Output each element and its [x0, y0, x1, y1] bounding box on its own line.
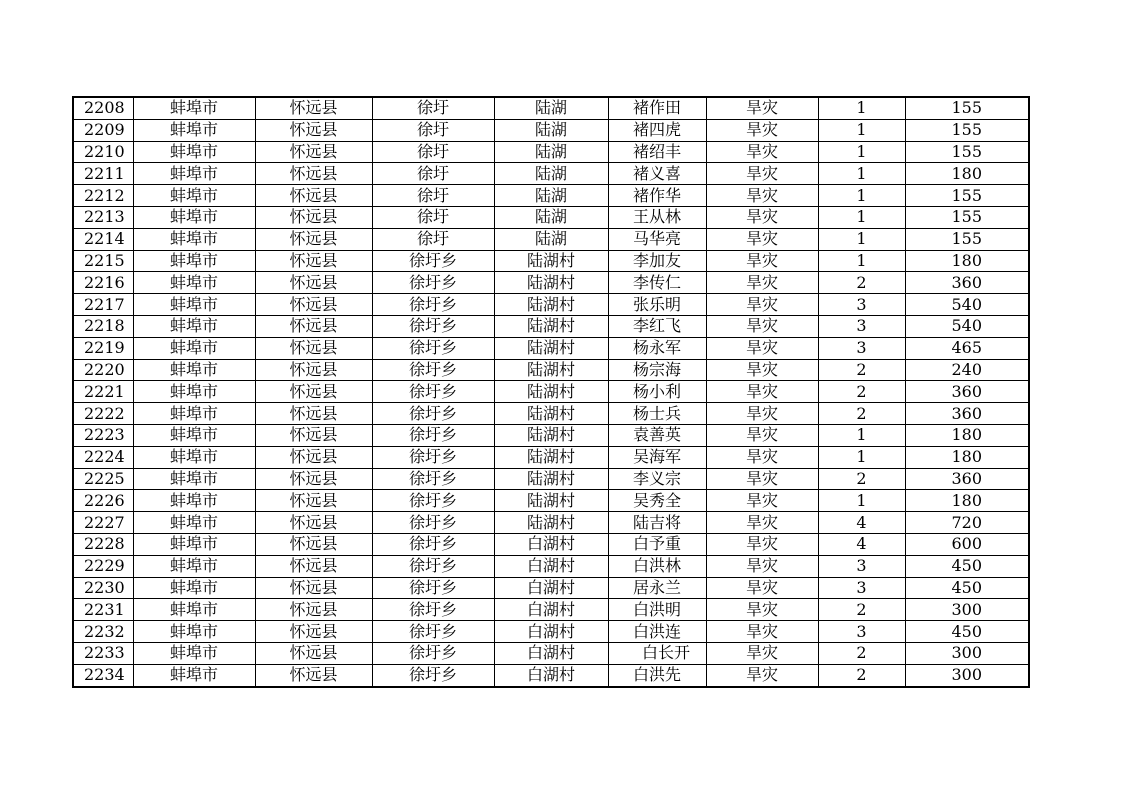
row-number-cell: 2228 [73, 533, 133, 555]
name-cell: 吴海军 [608, 446, 706, 468]
township-cell: 徐圩乡 [372, 577, 494, 599]
village-cell: 白湖村 [494, 621, 608, 643]
name-cell: 白予重 [608, 533, 706, 555]
disaster-type-cell: 旱灾 [706, 206, 818, 228]
table-row [73, 337, 1029, 359]
table-row [73, 642, 1029, 664]
people-count-cell: 2 [818, 272, 905, 294]
row-number-cell: 2221 [73, 381, 133, 403]
county-cell: 怀远县 [255, 315, 372, 337]
amount-cell: 155 [905, 228, 1029, 250]
table-row [73, 272, 1029, 294]
city-cell: 蚌埠市 [133, 424, 255, 446]
city-cell: 蚌埠市 [133, 228, 255, 250]
disaster-type-cell: 旱灾 [706, 381, 818, 403]
row-number-cell: 2217 [73, 294, 133, 316]
county-cell: 怀远县 [255, 119, 372, 141]
village-cell: 陆湖村 [494, 359, 608, 381]
county-cell: 怀远县 [255, 490, 372, 512]
disaster-type-cell: 旱灾 [706, 642, 818, 664]
name-cell: 褚四虎 [608, 119, 706, 141]
amount-cell: 450 [905, 577, 1029, 599]
amount-cell: 155 [905, 206, 1029, 228]
township-cell: 徐圩乡 [372, 446, 494, 468]
township-cell: 徐圩乡 [372, 490, 494, 512]
name-cell: 马华亮 [608, 228, 706, 250]
table-row [73, 163, 1029, 185]
village-cell: 陆湖 [494, 185, 608, 207]
city-cell: 蚌埠市 [133, 315, 255, 337]
people-count-cell: 1 [818, 490, 905, 512]
township-cell: 徐圩 [372, 228, 494, 250]
row-number-cell: 2229 [73, 555, 133, 577]
table-row [73, 468, 1029, 490]
village-cell: 陆湖村 [494, 250, 608, 272]
table-row [73, 664, 1029, 686]
row-number-cell: 2223 [73, 424, 133, 446]
city-cell: 蚌埠市 [133, 206, 255, 228]
disaster-type-cell: 旱灾 [706, 228, 818, 250]
disaster-type-cell: 旱灾 [706, 272, 818, 294]
township-cell: 徐圩乡 [372, 315, 494, 337]
table-row [73, 621, 1029, 643]
disaster-type-cell: 旱灾 [706, 141, 818, 163]
disaster-type-cell: 旱灾 [706, 512, 818, 534]
county-cell: 怀远县 [255, 533, 372, 555]
row-number-cell: 2210 [73, 141, 133, 163]
county-cell: 怀远县 [255, 206, 372, 228]
people-count-cell: 2 [818, 468, 905, 490]
city-cell: 蚌埠市 [133, 446, 255, 468]
amount-cell: 720 [905, 512, 1029, 534]
village-cell: 陆湖 [494, 141, 608, 163]
amount-cell: 180 [905, 490, 1029, 512]
township-cell: 徐圩乡 [372, 272, 494, 294]
name-cell: 褚作华 [608, 185, 706, 207]
amount-cell: 540 [905, 294, 1029, 316]
amount-cell: 180 [905, 250, 1029, 272]
table-row [73, 206, 1029, 228]
row-number-cell: 2227 [73, 512, 133, 534]
city-cell: 蚌埠市 [133, 468, 255, 490]
table-body [73, 97, 1029, 687]
row-number-cell: 2234 [73, 664, 133, 686]
county-cell: 怀远县 [255, 185, 372, 207]
name-cell: 杨小利 [608, 381, 706, 403]
city-cell: 蚌埠市 [133, 337, 255, 359]
relief-roster-sheet [72, 96, 1028, 688]
city-cell: 蚌埠市 [133, 97, 255, 119]
city-cell: 蚌埠市 [133, 250, 255, 272]
township-cell: 徐圩乡 [372, 381, 494, 403]
table-row [73, 250, 1029, 272]
village-cell: 陆湖 [494, 119, 608, 141]
amount-cell: 180 [905, 424, 1029, 446]
people-count-cell: 1 [818, 141, 905, 163]
row-number-cell: 2226 [73, 490, 133, 512]
people-count-cell: 1 [818, 97, 905, 119]
row-number-cell: 2225 [73, 468, 133, 490]
row-number-cell: 2219 [73, 337, 133, 359]
amount-cell: 360 [905, 468, 1029, 490]
county-cell: 怀远县 [255, 512, 372, 534]
name-cell: 白洪林 [608, 555, 706, 577]
township-cell: 徐圩 [372, 206, 494, 228]
people-count-cell: 2 [818, 599, 905, 621]
village-cell: 陆湖村 [494, 403, 608, 425]
township-cell: 徐圩乡 [372, 337, 494, 359]
row-number-cell: 2212 [73, 185, 133, 207]
name-cell: 李红飞 [608, 315, 706, 337]
city-cell: 蚌埠市 [133, 621, 255, 643]
amount-cell: 180 [905, 163, 1029, 185]
row-number-cell: 2216 [73, 272, 133, 294]
township-cell: 徐圩乡 [372, 512, 494, 534]
township-cell: 徐圩 [372, 119, 494, 141]
table-row [73, 359, 1029, 381]
township-cell: 徐圩 [372, 141, 494, 163]
city-cell: 蚌埠市 [133, 577, 255, 599]
city-cell: 蚌埠市 [133, 599, 255, 621]
village-cell: 白湖村 [494, 533, 608, 555]
name-cell: 陆吉将 [608, 512, 706, 534]
table-row [73, 512, 1029, 534]
row-number-cell: 2214 [73, 228, 133, 250]
township-cell: 徐圩 [372, 163, 494, 185]
row-number-cell: 2222 [73, 403, 133, 425]
township-cell: 徐圩乡 [372, 664, 494, 686]
table-row [73, 228, 1029, 250]
people-count-cell: 2 [818, 381, 905, 403]
township-cell: 徐圩乡 [372, 468, 494, 490]
row-number-cell: 2215 [73, 250, 133, 272]
village-cell: 陆湖村 [494, 490, 608, 512]
city-cell: 蚌埠市 [133, 359, 255, 381]
people-count-cell: 3 [818, 555, 905, 577]
county-cell: 怀远县 [255, 599, 372, 621]
village-cell: 白湖村 [494, 555, 608, 577]
amount-cell: 450 [905, 555, 1029, 577]
table-row [73, 577, 1029, 599]
village-cell: 陆湖 [494, 228, 608, 250]
table-row [73, 381, 1029, 403]
row-number-cell: 2224 [73, 446, 133, 468]
disaster-type-cell: 旱灾 [706, 119, 818, 141]
township-cell: 徐圩乡 [372, 599, 494, 621]
name-cell: 杨士兵 [608, 403, 706, 425]
county-cell: 怀远县 [255, 250, 372, 272]
name-cell: 袁善英 [608, 424, 706, 446]
disaster-type-cell: 旱灾 [706, 599, 818, 621]
county-cell: 怀远县 [255, 337, 372, 359]
disaster-type-cell: 旱灾 [706, 294, 818, 316]
disaster-type-cell: 旱灾 [706, 621, 818, 643]
people-count-cell: 1 [818, 185, 905, 207]
table-row [73, 555, 1029, 577]
name-cell: 白洪连 [608, 621, 706, 643]
city-cell: 蚌埠市 [133, 119, 255, 141]
name-cell: 王从林 [608, 206, 706, 228]
table-row [73, 97, 1029, 119]
city-cell: 蚌埠市 [133, 403, 255, 425]
village-cell: 陆湖村 [494, 337, 608, 359]
county-cell: 怀远县 [255, 642, 372, 664]
city-cell: 蚌埠市 [133, 642, 255, 664]
amount-cell: 360 [905, 272, 1029, 294]
table-row [73, 446, 1029, 468]
township-cell: 徐圩 [372, 97, 494, 119]
name-cell: 褚作田 [608, 97, 706, 119]
county-cell: 怀远县 [255, 97, 372, 119]
township-cell: 徐圩乡 [372, 359, 494, 381]
people-count-cell: 3 [818, 294, 905, 316]
people-count-cell: 1 [818, 228, 905, 250]
township-cell: 徐圩乡 [372, 294, 494, 316]
disaster-type-cell: 旱灾 [706, 577, 818, 599]
city-cell: 蚌埠市 [133, 664, 255, 686]
row-number-cell: 2208 [73, 97, 133, 119]
township-cell: 徐圩乡 [372, 250, 494, 272]
disaster-type-cell: 旱灾 [706, 468, 818, 490]
people-count-cell: 1 [818, 206, 905, 228]
name-cell: 李传仁 [608, 272, 706, 294]
table-row [73, 294, 1029, 316]
city-cell: 蚌埠市 [133, 512, 255, 534]
city-cell: 蚌埠市 [133, 533, 255, 555]
amount-cell: 155 [905, 97, 1029, 119]
people-count-cell: 3 [818, 577, 905, 599]
table-row [73, 424, 1029, 446]
amount-cell: 540 [905, 315, 1029, 337]
name-cell: 李义宗 [608, 468, 706, 490]
township-cell: 徐圩乡 [372, 403, 494, 425]
people-count-cell: 1 [818, 446, 905, 468]
row-number-cell: 2231 [73, 599, 133, 621]
people-count-cell: 1 [818, 424, 905, 446]
table-row [73, 490, 1029, 512]
township-cell: 徐圩乡 [372, 533, 494, 555]
city-cell: 蚌埠市 [133, 272, 255, 294]
county-cell: 怀远县 [255, 272, 372, 294]
disaster-type-cell: 旱灾 [706, 359, 818, 381]
village-cell: 陆湖村 [494, 512, 608, 534]
row-number-cell: 2220 [73, 359, 133, 381]
table-row [73, 403, 1029, 425]
village-cell: 陆湖村 [494, 272, 608, 294]
name-cell: 杨永军 [608, 337, 706, 359]
disaster-type-cell: 旱灾 [706, 250, 818, 272]
disaster-type-cell: 旱灾 [706, 424, 818, 446]
people-count-cell: 4 [818, 512, 905, 534]
village-cell: 陆湖村 [494, 294, 608, 316]
village-cell: 陆湖 [494, 97, 608, 119]
table-row [73, 185, 1029, 207]
disaster-type-cell: 旱灾 [706, 403, 818, 425]
row-number-cell: 2230 [73, 577, 133, 599]
township-cell: 徐圩乡 [372, 642, 494, 664]
county-cell: 怀远县 [255, 381, 372, 403]
village-cell: 白湖村 [494, 642, 608, 664]
people-count-cell: 2 [818, 359, 905, 381]
amount-cell: 360 [905, 381, 1029, 403]
county-cell: 怀远县 [255, 359, 372, 381]
table-row [73, 315, 1029, 337]
city-cell: 蚌埠市 [133, 294, 255, 316]
county-cell: 怀远县 [255, 621, 372, 643]
township-cell: 徐圩乡 [372, 424, 494, 446]
table-row [73, 599, 1029, 621]
amount-cell: 450 [905, 621, 1029, 643]
amount-cell: 360 [905, 403, 1029, 425]
table-row [73, 141, 1029, 163]
name-cell: 杨宗海 [608, 359, 706, 381]
amount-cell: 180 [905, 446, 1029, 468]
row-number-cell: 2232 [73, 621, 133, 643]
disaster-type-cell: 旱灾 [706, 163, 818, 185]
name-cell: 李加友 [608, 250, 706, 272]
row-number-cell: 2213 [73, 206, 133, 228]
village-cell: 陆湖村 [494, 424, 608, 446]
people-count-cell: 2 [818, 642, 905, 664]
amount-cell: 300 [905, 642, 1029, 664]
name-cell: 褚义喜 [608, 163, 706, 185]
county-cell: 怀远县 [255, 294, 372, 316]
city-cell: 蚌埠市 [133, 555, 255, 577]
name-cell: 白长开 [608, 642, 706, 664]
relief-roster-table [72, 96, 1030, 688]
row-number-cell: 2218 [73, 315, 133, 337]
county-cell: 怀远县 [255, 424, 372, 446]
disaster-type-cell: 旱灾 [706, 315, 818, 337]
amount-cell: 465 [905, 337, 1029, 359]
county-cell: 怀远县 [255, 577, 372, 599]
disaster-type-cell: 旱灾 [706, 664, 818, 686]
amount-cell: 600 [905, 533, 1029, 555]
county-cell: 怀远县 [255, 555, 372, 577]
disaster-type-cell: 旱灾 [706, 533, 818, 555]
people-count-cell: 3 [818, 315, 905, 337]
people-count-cell: 1 [818, 250, 905, 272]
people-count-cell: 1 [818, 163, 905, 185]
row-number-cell: 2211 [73, 163, 133, 185]
disaster-type-cell: 旱灾 [706, 97, 818, 119]
people-count-cell: 2 [818, 403, 905, 425]
village-cell: 陆湖村 [494, 315, 608, 337]
row-number-cell: 2209 [73, 119, 133, 141]
amount-cell: 155 [905, 141, 1029, 163]
disaster-type-cell: 旱灾 [706, 446, 818, 468]
disaster-type-cell: 旱灾 [706, 490, 818, 512]
county-cell: 怀远县 [255, 468, 372, 490]
village-cell: 陆湖村 [494, 446, 608, 468]
table-row [73, 119, 1029, 141]
table-row [73, 533, 1029, 555]
city-cell: 蚌埠市 [133, 185, 255, 207]
people-count-cell: 3 [818, 621, 905, 643]
name-cell: 张乐明 [608, 294, 706, 316]
village-cell: 陆湖 [494, 163, 608, 185]
name-cell: 褚绍丰 [608, 141, 706, 163]
village-cell: 陆湖村 [494, 468, 608, 490]
name-cell: 白洪明 [608, 599, 706, 621]
city-cell: 蚌埠市 [133, 381, 255, 403]
city-cell: 蚌埠市 [133, 141, 255, 163]
amount-cell: 300 [905, 599, 1029, 621]
village-cell: 陆湖 [494, 206, 608, 228]
village-cell: 白湖村 [494, 664, 608, 686]
township-cell: 徐圩 [372, 185, 494, 207]
county-cell: 怀远县 [255, 228, 372, 250]
township-cell: 徐圩乡 [372, 621, 494, 643]
disaster-type-cell: 旱灾 [706, 185, 818, 207]
disaster-type-cell: 旱灾 [706, 337, 818, 359]
village-cell: 白湖村 [494, 599, 608, 621]
county-cell: 怀远县 [255, 446, 372, 468]
county-cell: 怀远县 [255, 664, 372, 686]
people-count-cell: 3 [818, 337, 905, 359]
village-cell: 陆湖村 [494, 381, 608, 403]
amount-cell: 155 [905, 185, 1029, 207]
people-count-cell: 4 [818, 533, 905, 555]
people-count-cell: 1 [818, 119, 905, 141]
village-cell: 白湖村 [494, 577, 608, 599]
people-count-cell: 2 [818, 664, 905, 686]
amount-cell: 155 [905, 119, 1029, 141]
name-cell: 白洪先 [608, 664, 706, 686]
county-cell: 怀远县 [255, 403, 372, 425]
amount-cell: 240 [905, 359, 1029, 381]
name-cell: 居永兰 [608, 577, 706, 599]
row-number-cell: 2233 [73, 642, 133, 664]
township-cell: 徐圩乡 [372, 555, 494, 577]
county-cell: 怀远县 [255, 141, 372, 163]
city-cell: 蚌埠市 [133, 490, 255, 512]
city-cell: 蚌埠市 [133, 163, 255, 185]
disaster-type-cell: 旱灾 [706, 555, 818, 577]
name-cell: 吴秀全 [608, 490, 706, 512]
county-cell: 怀远县 [255, 163, 372, 185]
amount-cell: 300 [905, 664, 1029, 686]
